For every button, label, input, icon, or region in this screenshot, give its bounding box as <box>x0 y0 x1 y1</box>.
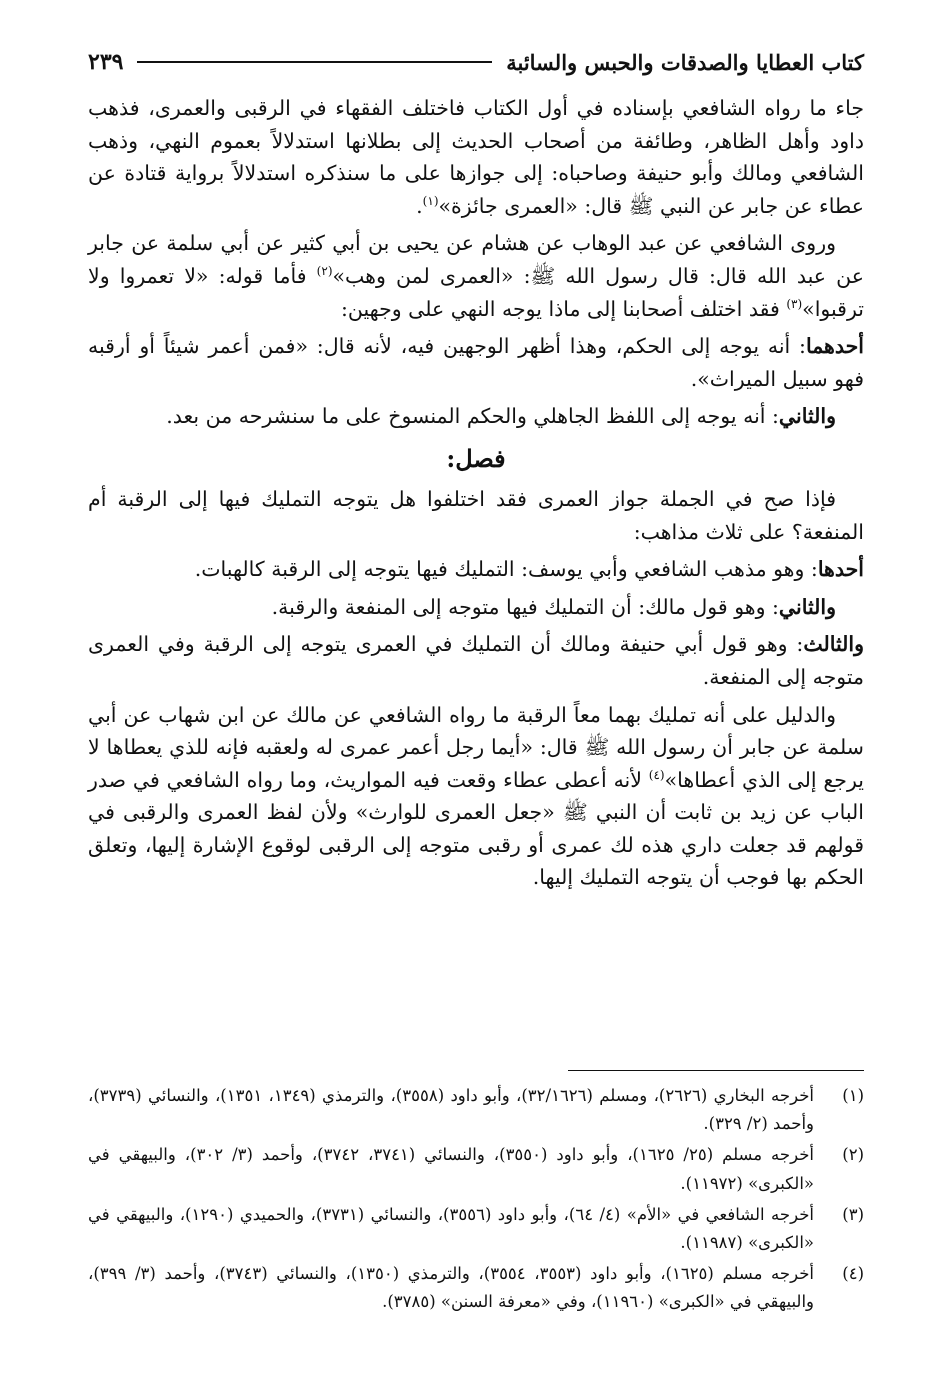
term-label: أحدها <box>817 557 864 582</box>
footnote-item <box>88 1201 864 1257</box>
paragraph-3 <box>88 330 864 395</box>
paragraph-6 <box>88 553 864 586</box>
footnote-number: (٣) <box>842 1204 864 1224</box>
term-label: والثالث <box>803 632 864 657</box>
footnote-divider <box>568 1070 864 1071</box>
paragraph-text: : وهو مذهب الشافعي وأبي يوسف: التمليك فيها يتوجه إلى الرقبة كالهبات. <box>194 557 818 582</box>
paragraph-text: وروى الشافعي عن عبد الوهاب عن هشام عن يحيى بن أبي كثير عن أبي سلمة عن جابر عن عبد الله قال: قال رسول الله ﷺ: «العمرى لمن وهب» <box>88 231 864 288</box>
header-rule <box>137 61 492 63</box>
paragraph-text: : وهو قول مالك: أن التمليك فيها متوجه إلى المنفعة والرقبة. <box>271 594 779 619</box>
paragraph-text: فقد اختلف أصحابنا إلى ماذا يوجه النهي على وجهين: <box>340 296 787 321</box>
paragraph-2 <box>88 227 864 325</box>
term-label: أحدهما <box>805 334 864 359</box>
paragraph-text: جاء ما رواه الشافعي بإسناده في أول الكتاب فاختلف الفقهاء في الرقبى والعمرى، فذهب داود وأهل الظاهر، وطائفة من أصحاب الحديث إلى بطلانها استدلالاً بعموم النهي، وذهب الشافعي ومالك وأبو حنيفة وصاحباه: إلى جوازها على ما سنذكره استدلالاً برواية قتادة عن عطاء عن جابر عن النبي ﷺ قال: «العمرى جائزة» <box>88 96 864 218</box>
paragraph-text: والدليل على أنه تمليك بهما معاً الرقبة ما رواه الشافعي عن مالك عن ابن شهاب عن أبي سلمة عن جابر أن رسول الله ﷺ قال: «أيما رجل أعمر عمرى له ولعقبه فإنه للذي يعطاها لا يرجع إلى الذي أعطاها» <box>88 702 864 792</box>
footnote-number: (٢) <box>842 1145 864 1165</box>
paragraph-1 <box>88 92 864 222</box>
footnotes <box>88 1082 864 1320</box>
paragraph-7 <box>88 591 864 624</box>
page-number: ٢٣٩ <box>88 49 124 75</box>
footnote-text: أخرجه مسلم (١٦٢٥)، وأبو داود (٣٥٥٣، ٣٥٥٤)، والترمذي (١٣٥٠)، والنسائي (٣٧٤٣)، وأحمد (٣/ ٣٩٩)، والبيهقي في «الكبرى» (١١٩٦٠)، وفي «معرفة السنن» (٣٧٨٥). <box>88 1264 814 1312</box>
footnote-ref: (٢) <box>316 264 333 279</box>
book-title: كتاب العطايا والصدقات والحبس والسائبة <box>506 49 864 75</box>
footnote-item <box>88 1260 864 1316</box>
footnote-number: (١) <box>842 1086 864 1105</box>
paragraph-text: فأما قوله: «لا تعمروا ولا ترقبوا» <box>88 263 864 321</box>
footnote-item <box>88 1141 864 1197</box>
page-header <box>88 44 864 80</box>
paragraph-text: . <box>416 193 423 218</box>
term-label: والثاني <box>778 404 836 429</box>
footnote-item <box>88 1082 864 1138</box>
paragraph-text: : أنه يوجه إلى اللفظ الجاهلي والحكم المنسوخ على ما سنشرحه من بعد. <box>166 404 779 429</box>
paragraph-text: : وهو قول أبي حنيفة ومالك أن التمليك في العمرى يتوجه إلى الرقبة وفي العمرى متوجه إلى المنفعة. <box>88 632 864 689</box>
paragraph-9 <box>88 699 864 895</box>
paragraph-8 <box>88 628 864 693</box>
footnote-ref: (١) <box>422 193 439 208</box>
footnote-text: أخرجه مسلم (٢٥/ ١٦٢٥)، وأبو داود (٣٥٥٠)، والنسائي (٣٧٤١، ٣٧٤٢)، وأحمد (٣/ ٣٠٢)، والبيهقي في «الكبرى» (١١٩٧٢). <box>88 1145 814 1193</box>
paragraph-text: لأنه أعطى عطاء وقعت فيه المواريث، وما رواه الشافعي في صدر الباب عن زيد بن ثابت أن النبي ﷺ «جعل العمرى للوارث» ولأن لفظ العمرى والرقبى في قولهم قد جعلت داري هذه لك عمرى أو رقبى متوجه إلى الرقبى لوقوع الإشارة إليها، وتعلق الحكم بها فوجب أن يتوجه التمليك إليها. <box>88 767 864 890</box>
footnote-number: (٤) <box>842 1264 864 1284</box>
footnote-text: أخرجه الشافعي في «الأم» (٤/ ٦٤)، وأبو داود (٣٥٥٦)، والنسائي (٣٧٣١)، والحميدي (١٢٩٠)، والبيهقي في «الكبرى» (١١٩٨٧). <box>88 1204 814 1253</box>
section-heading: فصل: <box>446 443 506 473</box>
term-label: والثاني <box>778 594 836 619</box>
paragraph-text: : أنه يوجه إلى الحكم، وهذا أظهر الوجهين فيه، لأنه قال: «فمن أعمر شيئاً أو أرقبه فهو سبيل الميراث». <box>88 334 864 391</box>
paragraph-5 <box>88 483 864 548</box>
paragraph-text: فإذا صح في الجملة جواز العمرى فقد اختلفوا هل يتوجه التمليك فيها إلى الرقبة أم المنفعة؟ على ثلاث مذاهب: <box>88 486 864 544</box>
footnote-text: أخرجه البخاري (٢٦٢٦)، ومسلم (٣٢/١٦٢٦)، وأبو داود (٣٥٥٨)، والترمذي (١٣٤٩، ١٣٥١)، والنسائي (٣٧٣٩)، وأحمد (٢/ ٣٢٩). <box>88 1086 814 1134</box>
footnote-ref: (٤) <box>648 767 665 782</box>
footnote-ref: (٣) <box>786 296 803 311</box>
paragraph-4 <box>88 400 864 433</box>
main-text <box>88 92 864 899</box>
